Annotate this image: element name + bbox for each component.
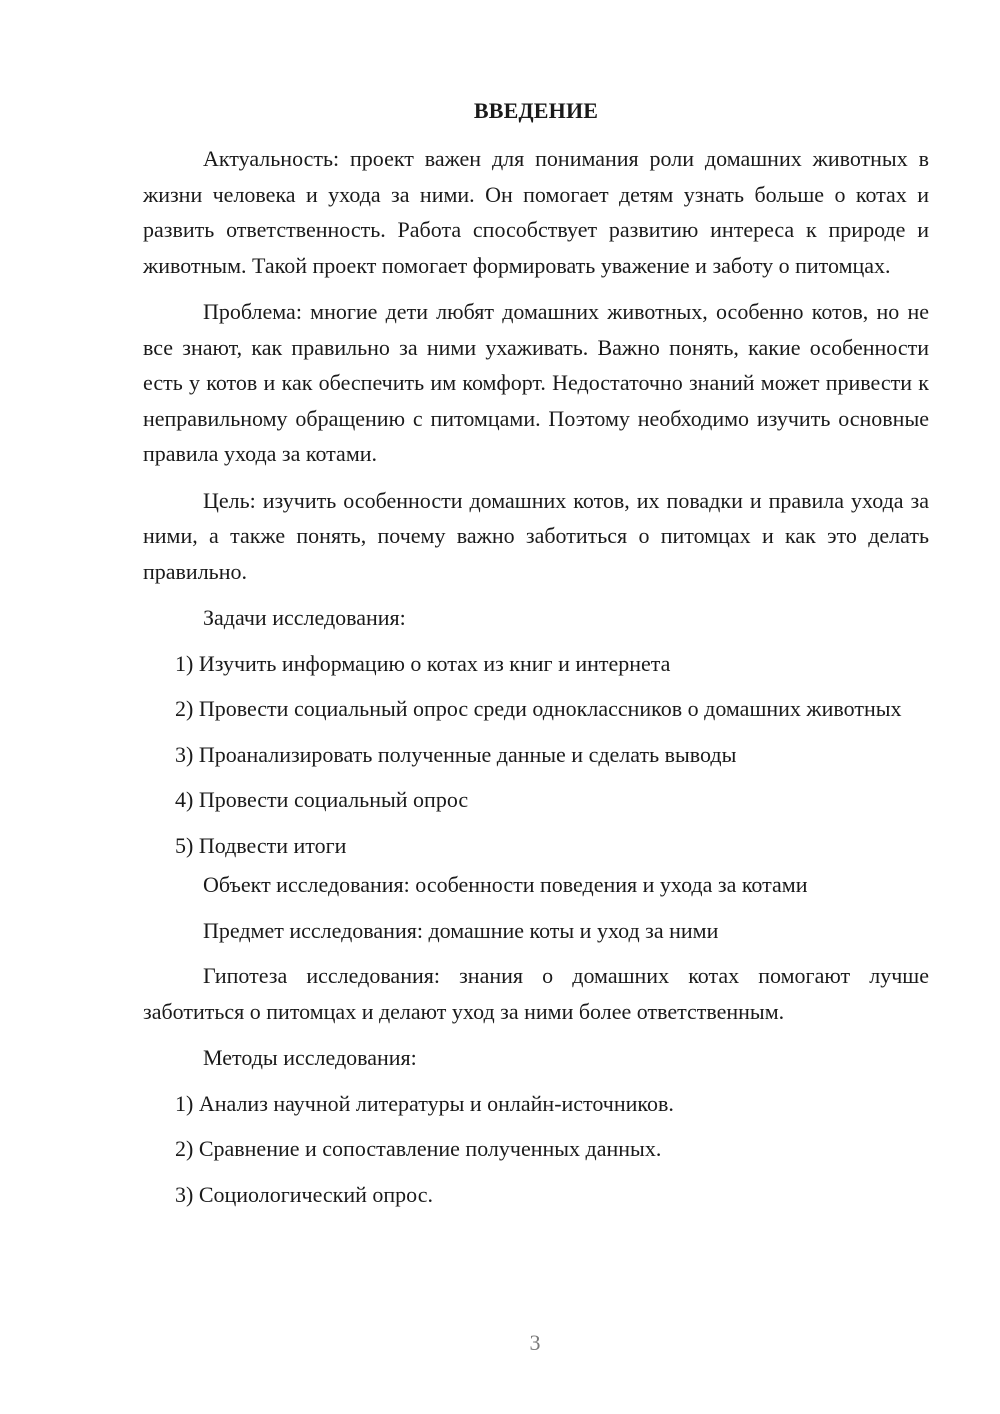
task-item: 3) Проанализировать полученные данные и сделать выводы: [175, 741, 737, 767]
tasks-heading: Задачи исследования:: [203, 605, 406, 630]
research-object: Объект исследования: особенности поведения и ухода за котами: [203, 872, 808, 897]
method-item: 1) Анализ научной литературы и онлайн-источников.: [175, 1090, 674, 1116]
task-item: 2) Провести социальный опрос среди одноклассников о домашних животных: [175, 696, 902, 721]
task-item: 4) Провести социальный опрос: [175, 787, 469, 812]
research-subject: Предмет исследования: домашние коты и уход за ними: [203, 917, 719, 943]
section-title: ВВЕДЕНИЕ: [473, 98, 599, 123]
problem-paragraph: Проблема: многие дети любят домашних животных, особенно котов, но не все знают, как правильно за ними ухаживать. Важно понять, какие особенности есть у котов и как обеспечить им комфорт. Недостаточно знаний может привести к неправильному обращению с питомцами. Поэтому необходимо изучить основные правила ухода за котами.: [143, 299, 929, 466]
method-item: 3) Социологический опрос.: [175, 1181, 433, 1207]
page-content: [143, 94, 929, 1222]
goal-paragraph: Цель: изучить особенности домашних котов, их повадки и правила ухода за ними, а также понять, почему важно заботиться о питомцах и как это делать правильно.: [143, 487, 929, 584]
page-number: 3: [529, 1330, 541, 1355]
task-item: 5) Подвести итоги: [175, 832, 347, 858]
method-item: 2) Сравнение и сопоставление полученных данных.: [175, 1136, 662, 1161]
task-item: 1) Изучить информацию о котах из книг и интернета: [175, 650, 671, 676]
relevance-paragraph: Актуальность: проект важен для понимания роли домашних животных в жизни человека и ухода за ними. Он помогает детям узнать больше о котах и развить ответственность. Работа способствует развитию интереса к природе и животным. Такой проект помогает формировать уважение и заботу о питомцах.: [143, 146, 929, 278]
hypothesis-paragraph: Гипотеза исследования: знания о домашних котах помогают лучше заботиться о питомцах и делают уход за ними более ответственным.: [143, 963, 929, 1024]
methods-heading: Методы исследования:: [203, 1045, 417, 1070]
